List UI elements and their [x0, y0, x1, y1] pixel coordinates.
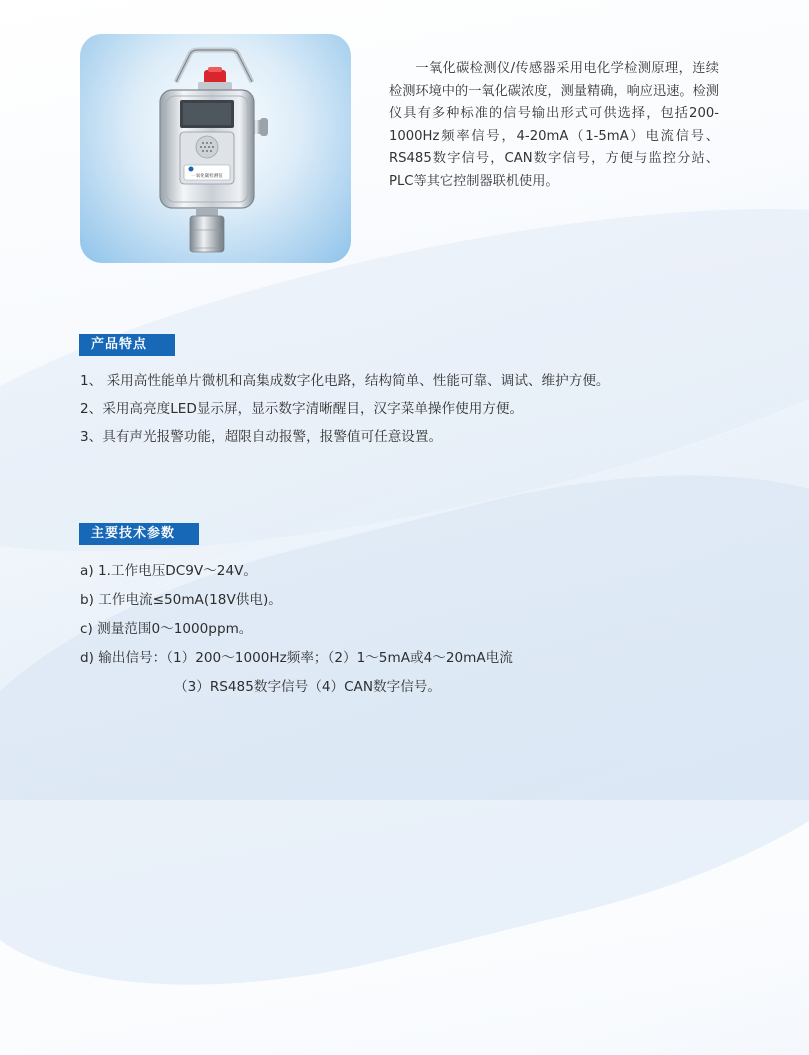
feature-item: 3、具有声光报警功能，超限自动报警，报警值可任意设置。 [80, 429, 443, 445]
params-heading: 主要技术参数 [79, 523, 199, 545]
intro-paragraph: 一氧化碳检测仪/传感器采用电化学检测原理，连续检测环境中的一氧化碳浓度，测量精确，响应迅速。检测仪具有多种标准的信号输出形式可供选择，包括200-1000Hz频率信号，4-20mA（1-5mA）电流信号、RS485数字信号，CAN数字信号，方便与监控分站、PLC等其它控制器联机使用。 [389, 61, 719, 189]
param-item: d) 输出信号：（1）200～1000Hz频率；（2）1～5mA或4～20mA电流 [80, 650, 513, 666]
features-heading: 产品特点 [79, 334, 175, 356]
product-photo [80, 34, 351, 263]
param-item: （3）RS485数字信号（4）CAN数字信号。 [174, 679, 441, 695]
feature-item: 2、采用高亮度LED显示屏，显示数字清晰醒目，汉字菜单操作使用方便。 [80, 401, 524, 417]
feature-item: 1、 采用高性能单片微机和高集成数字化电路，结构简单、性能可靠、调试、维护方便。 [80, 373, 610, 389]
param-item: b) 工作电流≤50mA(18V供电)。 [80, 592, 282, 608]
param-item: a) 1.工作电压DC9V～24V。 [80, 563, 257, 579]
device-label: 一氧化碳检测仪 [191, 174, 223, 179]
param-item: c) 测量范围0～1000ppm。 [80, 621, 253, 637]
